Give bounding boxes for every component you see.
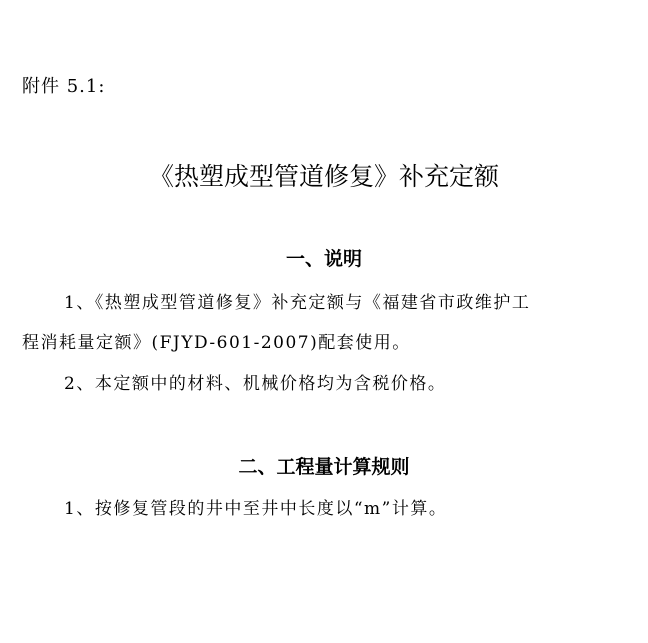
document-title: 《热塑成型管道修复》补充定额 [148,162,499,191]
paragraph-rule1: 1、按修复管段的井中至井中长度以“m”计算。 [64,499,448,519]
paragraph-item1-line1: 1、《热塑成型管道修复》补充定额与《福建省市政维护工 [64,293,531,313]
paragraph-item1-line2: 程消耗量定额》(FJYD-601-2007)配套使用。 [22,333,411,353]
attachment-label: 附件 5.1: [22,76,106,97]
paragraph-item2: 2、本定额中的材料、机械价格均为含税价格。 [64,374,447,394]
section-heading-description: 一、说明 [285,248,362,270]
section-heading-calculation-rules: 二、工程量计算规则 [238,456,410,478]
